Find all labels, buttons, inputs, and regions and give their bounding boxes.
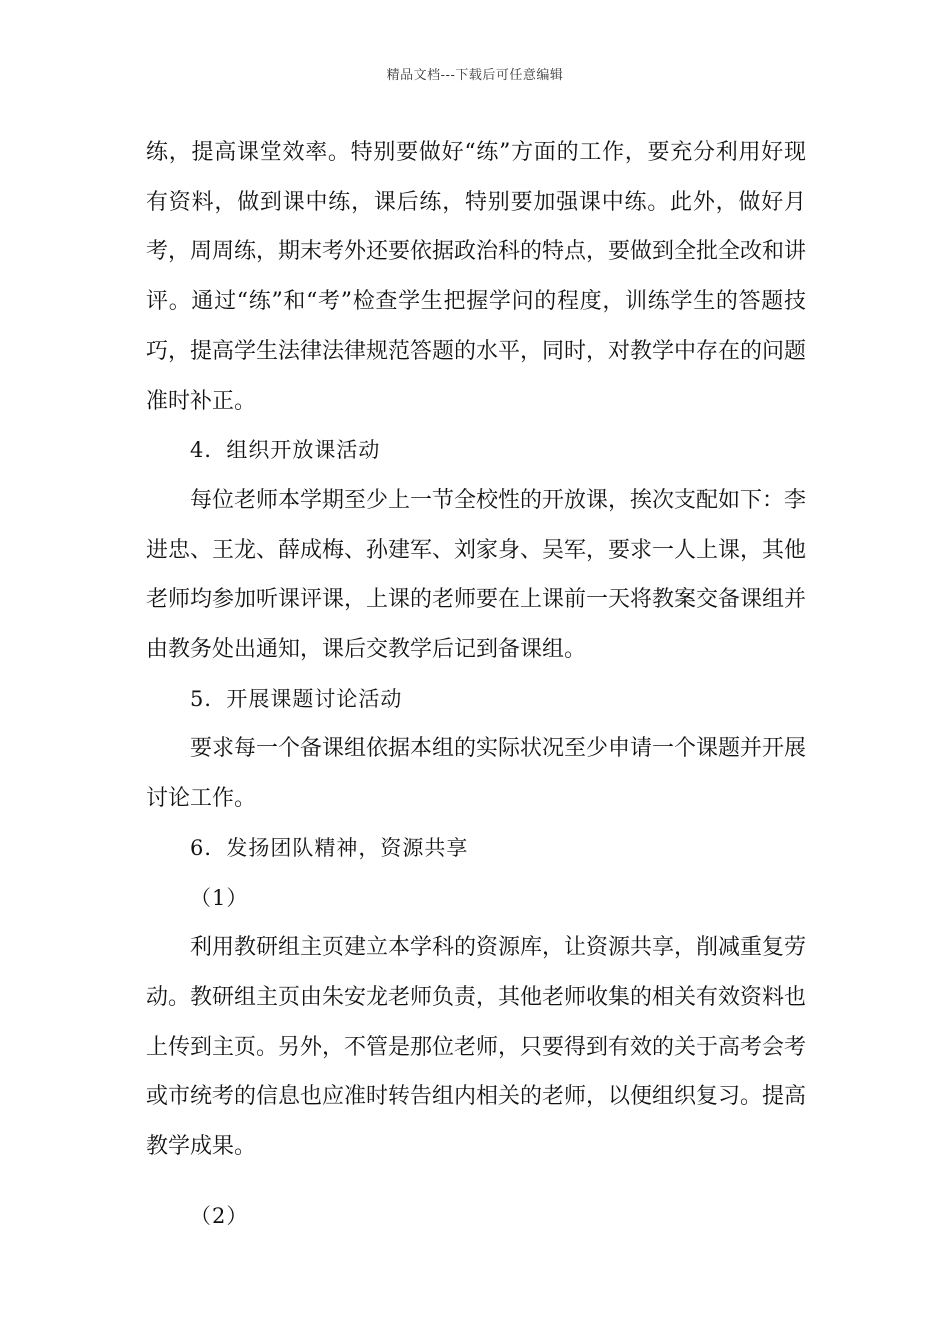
section-heading-teamwork: 6．发扬团队精神，资源共享	[190, 835, 469, 860]
list-marker-2: （2）	[190, 1203, 249, 1228]
paragraph-resource-sharing: 利用教研组主页建立本学科的资源库，让资源共享，削减重复劳动。教研组主页由朱安龙老师负责，其他老师收集的相关有效资料也上传到主页。另外，不管是那位老师，只要得到有效的关于高考会考或市统考的信息也应准时转告组内相关的老师，以便组织复习。提高教学成果。	[146, 935, 807, 1160]
paragraph-research: 要求每一个备课组依据本组的实际状况至少申请一个课题并开展讨论工作。	[146, 736, 807, 812]
list-marker-1: （1）	[190, 885, 249, 910]
section-heading-open-class: 4．组织开放课活动	[190, 438, 381, 463]
document-body	[146, 128, 806, 1241]
page-header: 精品文档---下载后可任意编辑	[386, 68, 564, 83]
paragraph-open-class: 每位老师本学期至少上一节全校性的开放课，挨次支配如下：李进忠、王龙、薛成梅、孙建军、刘家身、吴军，要求一人上课，其他老师均参加听课评课，上课的老师要在上课前一天将教案交备课组并由教务处出通知，课后交教学后记到备课组。	[146, 487, 807, 663]
paragraph-practice: 练，提高课堂效率。特别要做好“练”方面的工作，要充分利用好现有资料，做到课中练，课后练，特别要加强课中练。此外，做好月考，周周练，期末考外还要依据政治科的特点，要做到全批全改和讲评。通过“练”和“考”检查学生把握学问的程度，训练学生的答题技巧，提高学生法律法律规范答题的水平，同时，对教学中存在的问题准时补正。	[146, 140, 807, 414]
section-heading-research: 5．开展课题讨论活动	[190, 686, 403, 711]
spacer	[146, 1172, 806, 1192]
